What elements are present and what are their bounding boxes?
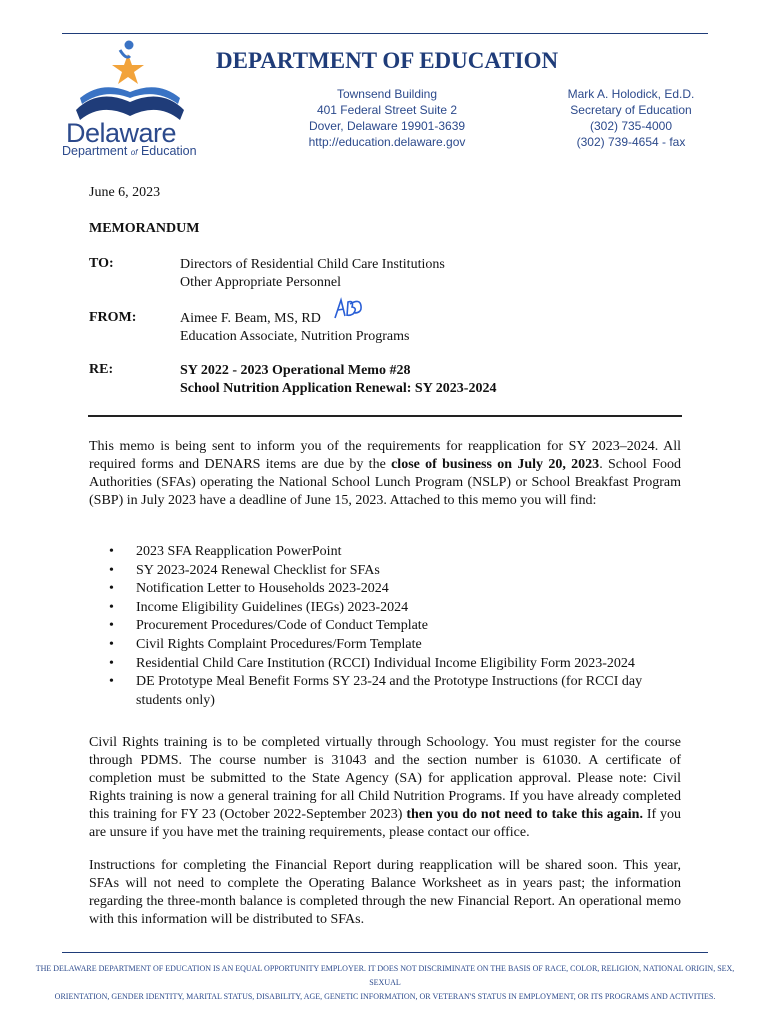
phone-number: (302) 735-4000 [589, 119, 673, 133]
civil-rights-paragraph: Civil Rights training is to be completed virtually through Schoology. You must register for the course through PDMS. The course number is 31043 and the section number is 61030. A certificate of completion must be submitted to the State Agency (SA) for application approval. Please note: Civil Rights training is now a general training for all Child Nutrition Programs. If you have already completed this training for FY 23 (October 2022-September 2023) then you do not need to take this again. If you are unsure if you have met the training requirements, please contact our office. [89, 735, 681, 840]
memo-heading: MEMORANDUM [89, 221, 200, 236]
header-top-rule [62, 33, 708, 34]
to-line: Other Appropriate Personnel [180, 275, 341, 290]
re-line: School Nutrition Application Renewal: SY 2023-2024 [180, 381, 497, 396]
memo-date: June 6, 2023 [89, 185, 161, 200]
department-title: DEPARTMENT OF EDUCATION [216, 48, 559, 73]
financial-report-paragraph: Instructions for completing the Financial Report during reapplication will be shared soon. This year, SFAs will not need to complete the Operating Balance Worksheet as in years past; the information regarding the three-month balance is completed through the new Financial Report. An operational memo with this information will be distributed to SFAs. [89, 858, 681, 927]
to-label: TO: [89, 256, 114, 271]
logo-wordmark: Delaware [66, 118, 177, 148]
list-item: • Income Eligibility Guidelines (IEGs) 2023-2024 [136, 599, 681, 618]
fax-number: (302) 739-4654 - fax [576, 135, 686, 149]
address-line: Townsend Building [336, 87, 438, 101]
re-line: SY 2022 - 2023 Operational Memo #28 [180, 363, 411, 378]
from-line: Education Associate, Nutrition Programs [180, 329, 410, 344]
list-item: • Notification Letter to Households 2023-2024 [136, 580, 681, 599]
secretary-title: Secretary of Education [570, 103, 692, 117]
footer-line: ORIENTATION, GENDER IDENTITY, MARITAL STATUS, DISABILITY, AGE, GENETIC INFORMATION, OR VETERAN'S STATUS IN EMPLOYMENT, OR ITS PROGRAMS AND ACTIVITIES. [54, 992, 716, 1001]
logo-subtitle: Department of Education [62, 144, 197, 158]
address-line: Dover, Delaware 19901-3639 [308, 119, 466, 133]
intro-paragraph: This memo is being sent to inform you of the requirements for reapplication for SY 2023–2024. All required forms and DENARS items are due by the close of business on July 20, 2023. School Food Authorities (SFAs) operating the National School Lunch Program (NSLP) or School Breakfast Program (SBP) in July 2023 have a deadline of June 15, 2023. Attached to this memo you will find: [89, 439, 681, 508]
address-block [282, 86, 492, 150]
to-line: Directors of Residential Child Care Institutions [180, 257, 445, 272]
eeo-footer [30, 962, 740, 1004]
list-item: • SY 2023-2024 Renewal Checklist for SFAs [136, 562, 681, 581]
list-item: • DE Prototype Meal Benefit Forms SY 23-24 and the Prototype Instructions (for RCCI day students only) [136, 673, 681, 710]
from-label: FROM: [89, 310, 137, 325]
attachments-list [89, 543, 681, 710]
header-divider [88, 415, 682, 417]
address-line: 401 Federal Street Suite 2 [316, 103, 458, 117]
initials-signature-icon [332, 296, 364, 322]
list-item: • Civil Rights Complaint Procedures/Form Template [136, 636, 681, 655]
secretary-name: Mark A. Holodick, Ed.D. [567, 87, 695, 101]
re-label: RE: [89, 362, 114, 377]
from-line: Aimee F. Beam, MS, RD [180, 311, 321, 326]
list-item: • Procurement Procedures/Code of Conduct Template [136, 617, 681, 636]
re-value [180, 362, 496, 398]
website-link[interactable]: http://education.delaware.gov [308, 135, 466, 149]
list-item: • 2023 SFA Reapplication PowerPoint [136, 543, 681, 562]
footer-rule [62, 952, 708, 953]
secretary-block [548, 86, 714, 150]
list-item: • Residential Child Care Institution (RCCI) Individual Income Eligibility Form 2023-2024 [136, 655, 681, 674]
footer-line: THE DELAWARE DEPARTMENT OF EDUCATION IS AN EQUAL OPPORTUNITY EMPLOYER. IT DOES NOT DISCRIMINATE ON THE BASIS OF RACE, COLOR, RELIGION, NATIONAL ORIGIN, SEX, SEXUAL [35, 964, 735, 987]
from-value [180, 310, 409, 346]
to-value [180, 256, 445, 292]
